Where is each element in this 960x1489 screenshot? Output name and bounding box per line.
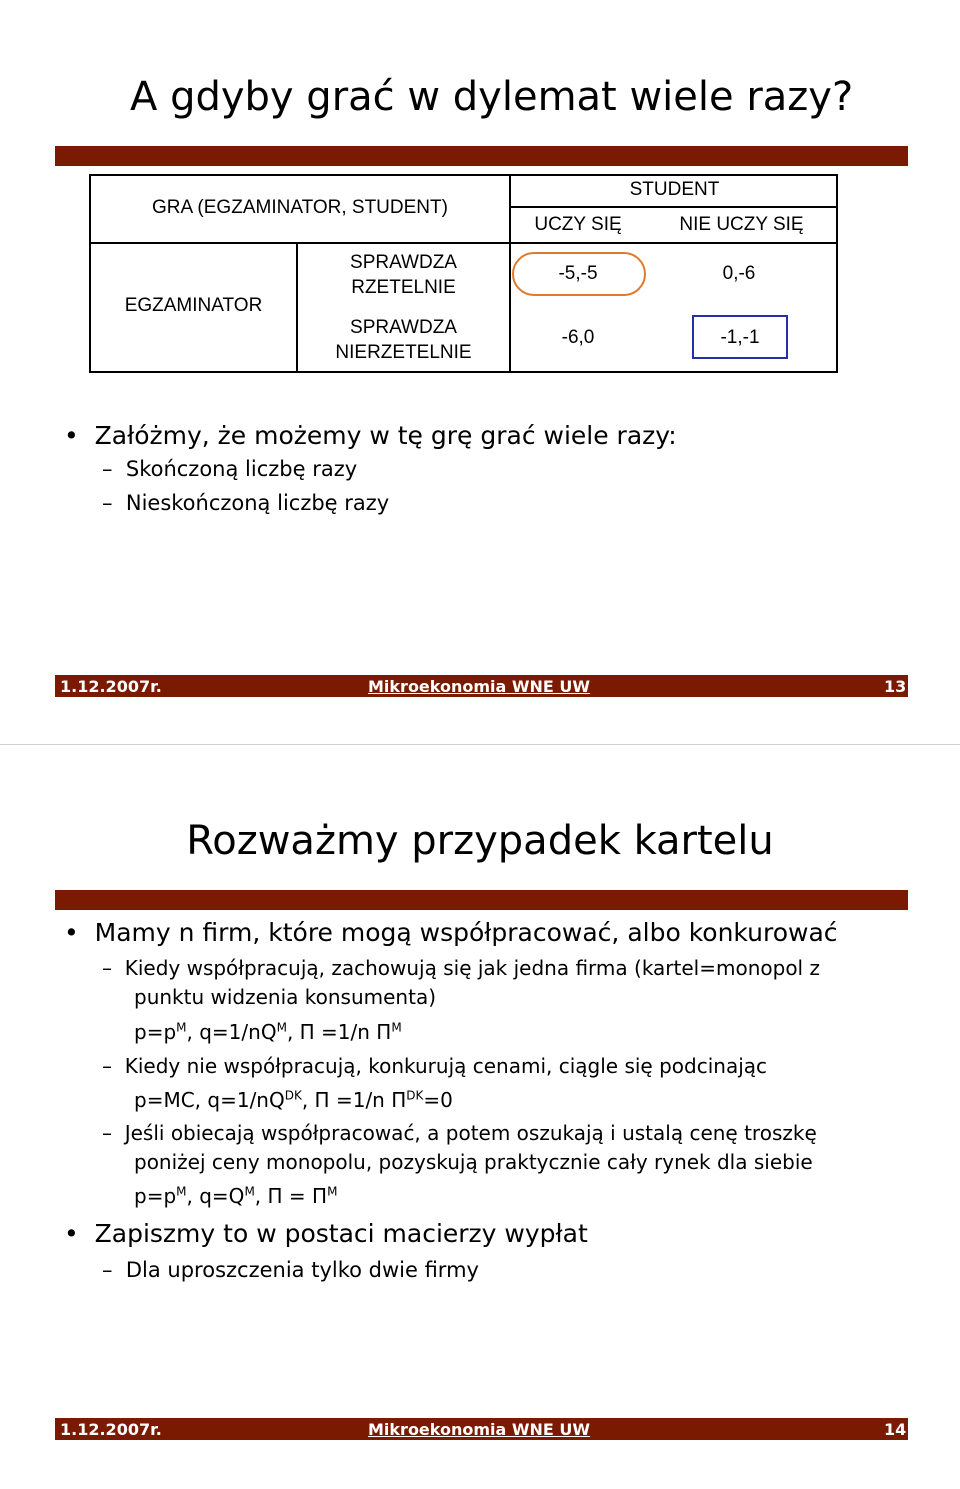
- formula-competition: p=MC, $q=1/nQ^{DK}$, Π =1/n $\Pi^{DK}=0$: [134, 1088, 453, 1112]
- payoff-cell: -5,-5: [558, 263, 598, 284]
- row-header-1: SPRAWDZA RZETELNIE: [350, 252, 457, 298]
- col-player-label: STUDENT: [629, 179, 720, 200]
- footer-course: Mikroekonomia WNE UW: [368, 677, 591, 696]
- footer-course: Mikroekonomia WNE UW: [368, 1420, 591, 1439]
- list-item: – Skończoną liczbę razy: [102, 457, 358, 481]
- title-underline-bar: [55, 146, 908, 166]
- row-header-2: SPRAWDZA NIERZETELNIE: [335, 317, 472, 363]
- list-item-cont: poniżej ceny monopolu, pozyskują praktycznie cały rynek dla siebie: [134, 1150, 813, 1174]
- table-divider: [89, 242, 838, 244]
- list-item: • Załóżmy, że możemy w tę grę grać wiele razy:: [64, 421, 677, 450]
- formula-monopoly: $p=p^M$, $q=1/nQ^M$, Π =1/n $\Pi^M$: [134, 1020, 402, 1044]
- list-item: • Zapiszmy to w postaci macierzy wypłat: [64, 1219, 588, 1248]
- payoff-cell: 0,-6: [722, 263, 756, 284]
- payoff-cell: -1,-1: [720, 327, 760, 348]
- list-item: – Kiedy współpracują, zachowują się jak jedna firma (kartel=monopol z: [102, 956, 820, 980]
- slide-title: Rozważmy przypadek kartelu: [186, 818, 774, 864]
- footer-date: 1.12.2007r.: [60, 677, 162, 696]
- slide-title: A gdyby grać w dylemat wiele razy?: [130, 74, 854, 120]
- table-divider: [509, 206, 838, 208]
- col-header-1: UCZY SIĘ: [534, 214, 622, 235]
- title-underline-bar: [55, 890, 908, 910]
- page-number: 13: [884, 677, 907, 696]
- list-item: – Kiedy nie współpracują, konkurują cenami, ciągle się podcinając: [102, 1054, 768, 1078]
- formula-cheating: $p=p^M$, $q=Q^M$, $\Pi = \Pi^M$: [134, 1184, 338, 1208]
- list-item: • Mamy n firm, które mogą współpracować, albo konkurować: [64, 918, 838, 947]
- payoff-cell: -6,0: [561, 327, 595, 348]
- page-number: 14: [884, 1420, 907, 1439]
- list-item: – Nieskończoną liczbę razy: [102, 491, 390, 515]
- slide-13: [0, 0, 960, 744]
- row-player-label: EGZAMINATOR: [124, 295, 263, 316]
- list-item-cont: punktu widzenia konsumenta): [134, 985, 437, 1009]
- footer-date: 1.12.2007r.: [60, 1420, 162, 1439]
- game-label: GRA (EGZAMINATOR, STUDENT): [152, 197, 448, 218]
- list-item: – Dla uproszczenia tylko dwie firmy: [102, 1258, 479, 1282]
- list-item: – Jeśli obiecają współpracować, a potem oszukają i ustalą cenę troszkę: [102, 1121, 817, 1145]
- col-header-2: NIE UCZY SIĘ: [679, 214, 804, 235]
